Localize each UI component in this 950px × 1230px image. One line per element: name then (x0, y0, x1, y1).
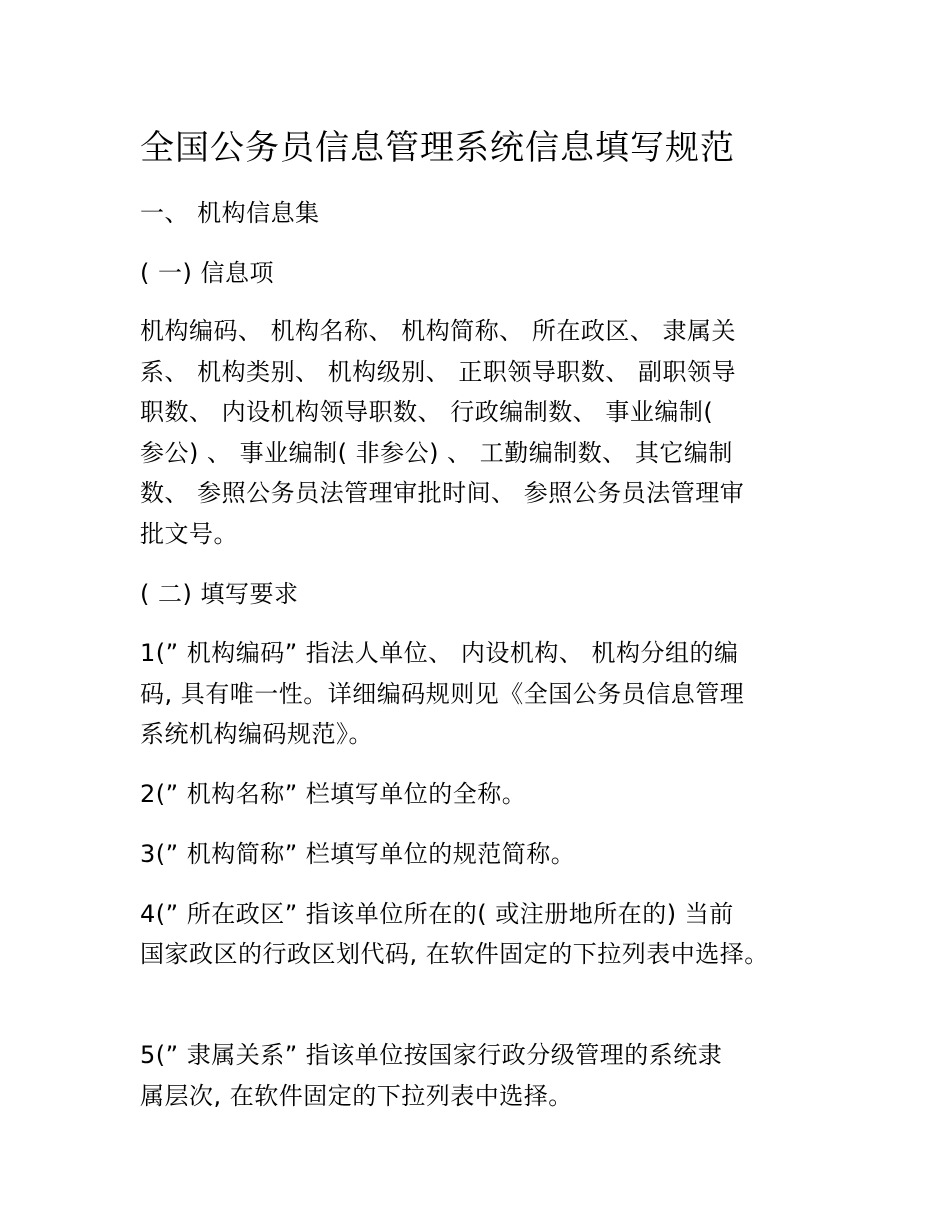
paragraph-line: 国家政区的行政区划代码, 在软件固定的下拉列表中选择。 (140, 940, 769, 968)
subsection-heading: ( 一) 信息项 (140, 259, 274, 287)
paragraph-line: 数、 参照公务员法管理审批时间、 参照公务员法管理审 (140, 479, 745, 507)
paragraph-line: 4(” 所在政区” 指该单位所在的( 或注册地所在的) 当前 (140, 900, 734, 928)
paragraph-line: 参公) 、 事业编制( 非参公) 、 工勤编制数、 其它编制 (140, 439, 733, 467)
paragraph-line: 1(” 机构编码” 指法人单位、 内设机构、 机构分组的编 (140, 639, 739, 667)
requirement-2: 2(” 机构名称” 栏填写单位的全称。 (140, 780, 527, 808)
paragraph-line: 5(” 隶属关系” 指该单位按国家行政分级管理的系统隶 (140, 1041, 723, 1069)
paragraph-line: 属层次, 在软件固定的下拉列表中选择。 (140, 1082, 573, 1110)
paragraph-line: 码, 具有唯一性。详细编码规则见《全国公务员信息管理 (140, 680, 745, 708)
requirement-3: 3(” 机构简称” 栏填写单位的规范简称。 (140, 840, 576, 868)
document-title: 全国公务员信息管理系统信息填写规范 (140, 128, 735, 168)
paragraph-line: 机构编码、 机构名称、 机构简称、 所在政区、 隶属关 (140, 317, 737, 345)
paragraph-line: 批文号。 (140, 520, 238, 548)
paragraph-line: 职数、 内设机构领导职数、 行政编制数、 事业编制( (140, 398, 714, 426)
paragraph-line: 系、 机构类别、 机构级别、 正职领导职数、 副职领导 (140, 358, 737, 386)
section-heading: 一、 机构信息集 (140, 199, 320, 227)
paragraph-line: 系统机构编码规范》。 (140, 720, 373, 748)
subsection-heading: ( 二) 填写要求 (140, 580, 299, 608)
